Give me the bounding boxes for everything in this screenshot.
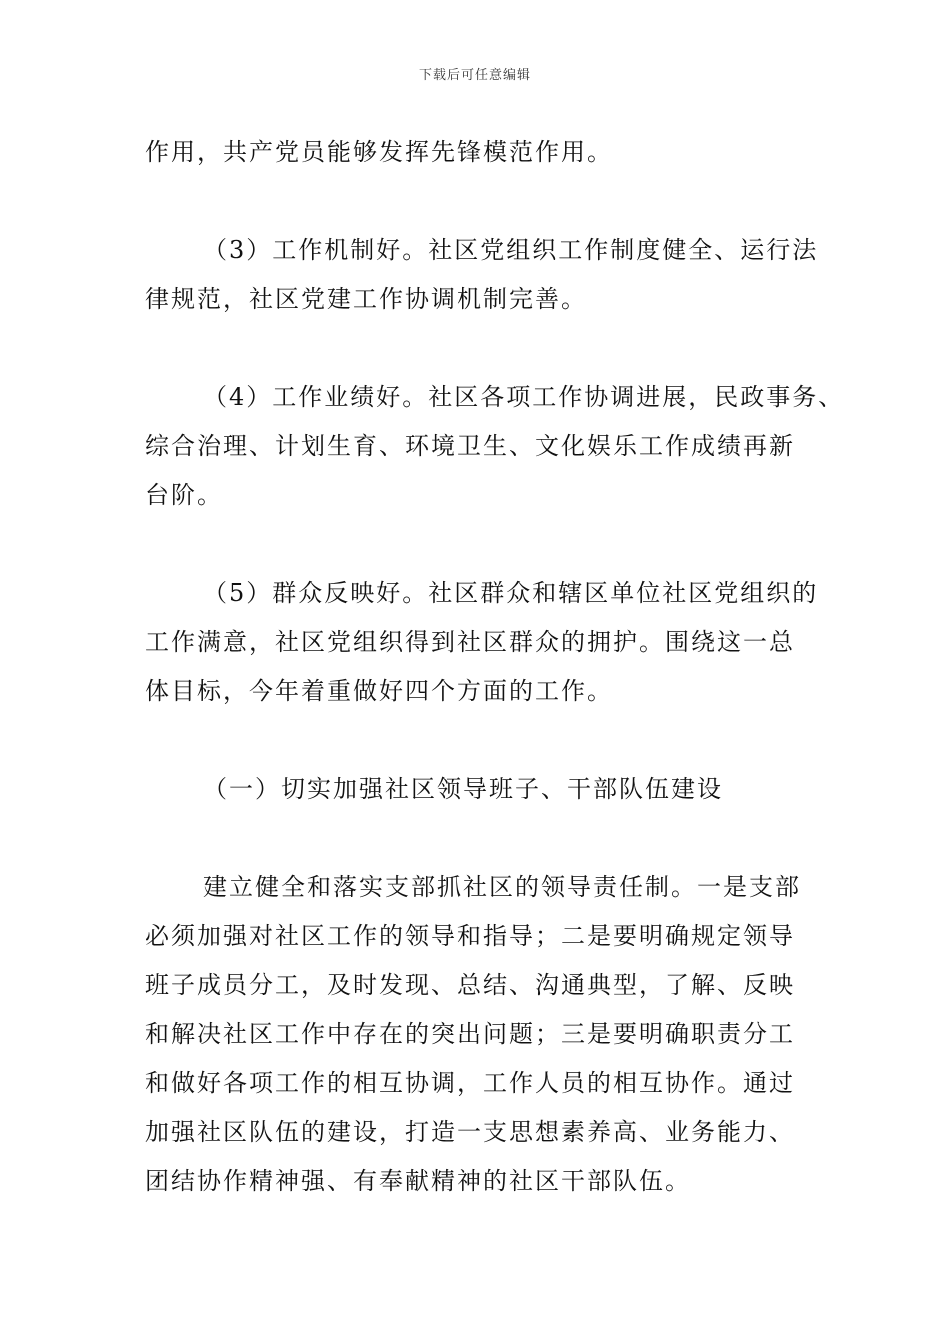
text-line: 和做好各项工作的相互协调，工作人员的相互协作。通过 (145, 1069, 795, 1097)
paragraph-gap (145, 177, 815, 226)
paragraph-item-5 (145, 569, 819, 716)
text-line: （4）工作业绩好。社区各项工作协调进展，民政事务、 (203, 383, 845, 411)
paragraph-gap (145, 716, 815, 765)
text-line: 工作满意，社区党组织得到社区群众的拥护。围绕这一总 (145, 628, 795, 656)
text-line: （5）群众反映好。社区群众和辖区单位社区党组织的 (203, 579, 819, 607)
text-line: 和解决社区工作中存在的突出问题；三是要明确职责分工 (145, 1020, 795, 1048)
paragraph-body (145, 863, 815, 1206)
text-line: 综合治理、计划生育、环境卫生、文化娱乐工作成绩再新 (145, 432, 795, 460)
text-line: 必须加强对社区工作的领导和指导；二是要明确规定领导 (145, 922, 795, 950)
text-line: 加强社区队伍的建设，打造一支思想素养高、业务能力、 (145, 1118, 795, 1146)
text-line: 体目标，今年着重做好四个方面的工作。 (145, 677, 613, 705)
text-line: 团结协作精神强、有奉献精神的社区干部队伍。 (145, 1167, 691, 1195)
paragraph-gap (145, 324, 815, 373)
section-title: （一）切实加强社区领导班子、干部队伍建设 (203, 775, 723, 803)
paragraph-item-4 (145, 373, 845, 520)
page-header: 下载后可任意编辑 (418, 68, 531, 83)
text-line: 建立健全和落实支部抓社区的领导责任制。一是支部 (203, 873, 801, 901)
section-heading (145, 765, 815, 814)
text-line: 台阶。 (145, 481, 223, 509)
paragraph-continuation (145, 128, 815, 177)
paragraph-item-3 (145, 226, 819, 324)
paragraph-gap (145, 814, 815, 863)
paragraph-gap (145, 520, 815, 569)
text-line: 律规范，社区党建工作协调机制完善。 (145, 285, 587, 313)
text-line: 作用，共产党员能够发挥先锋模范作用。 (145, 138, 613, 166)
document-body (145, 128, 845, 1206)
text-line: 班子成员分工，及时发现、总结、沟通典型，了解、反映 (145, 971, 795, 999)
text-line: （3）工作机制好。社区党组织工作制度健全、运行法 (203, 236, 819, 264)
